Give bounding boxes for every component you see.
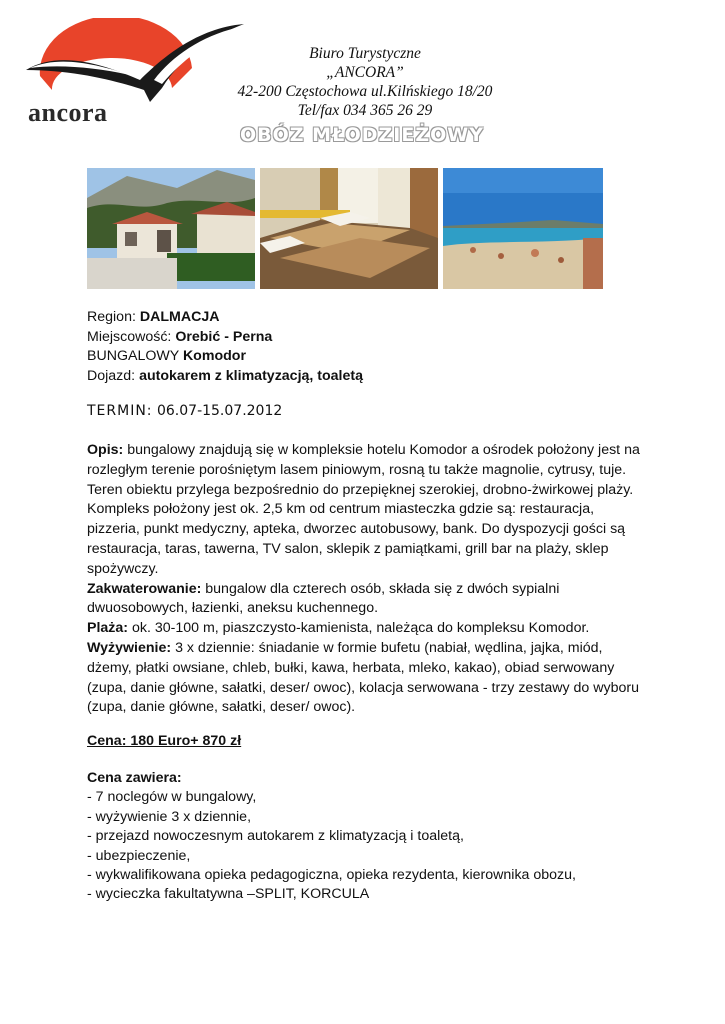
agency-phone: Tel/fax 034 365 26 29 (297, 102, 433, 119)
opis-label: Opis: (87, 442, 124, 458)
dates-label: TERMIN: (87, 403, 153, 419)
camp-title: OBÓZ MŁODZIEŻOWY (240, 124, 484, 146)
description (87, 441, 647, 718)
accommodation-text: bungalow dla czterech osób, składa się z dwóch sypialni dwuosobowych, łazienki, aneksu kuchennego. (87, 580, 560, 617)
list-item: - wycieczka fakultatywna –SPLIT, KORCULA (87, 886, 370, 903)
price-includes (87, 769, 647, 905)
agency-address: 42-200 Częstochowa ul.Kilńskiego 18/20 (237, 83, 493, 100)
dates-value: 06.07-15.07.2012 (156, 403, 283, 419)
trip-dates (87, 403, 282, 419)
region-label: Region: (87, 309, 136, 325)
trip-info (87, 308, 647, 386)
town-value: Orebić - Perna (175, 328, 273, 345)
opis-text: bungalowy znajdują się w kompleksie hotelu Komodor a ośrodek położony jest na rozległym terenie porośniętym lasem piniowym, rosną tu także magnolie, cytrusy, tuje. Teren obiektu przylega bezpośrednio do przepięknej szerokiej, drobno-żwirkowej plaży. Kompleks położony jest ok. 2,5 km od centrum miasteczka gdzie są: restauracja, pizzeria, punkt medyczny, apteka, dworzec autobusowy, bank. Do dyspozycji gości są restauracja, taras, tawerna, TV salon, sklepik z pamiątkami, grill bar na plaży, sklep spożywczy. (87, 442, 640, 577)
accommodation-label: Zakwaterowanie: (87, 580, 202, 597)
transport-value: autokarem z klimatyzacją, toaletą (139, 367, 364, 384)
list-item: - wykwalifikowana opieka pedagogiczna, opieka rezydenta, kierownika obozu, (87, 867, 576, 884)
beach-photo (443, 168, 603, 289)
price: Cena: 180 Euro+ 870 zł (87, 733, 242, 749)
includes-title: Cena zawiera: (87, 770, 182, 786)
town-label: Miejscowość: (87, 328, 172, 345)
beach-text: ok. 30-100 m, piaszczysto-kamienista, należąca do kompleksu Komodor. (131, 620, 590, 637)
transport-label: Dojazd: (87, 367, 136, 384)
agency-header (215, 44, 515, 120)
accommodation-paragraph (87, 580, 647, 620)
bungalow-label: BUNGALOWY (87, 348, 179, 364)
agency-line-1: Biuro Turystyczne (309, 45, 421, 62)
region-value: DALMACJA (139, 309, 220, 325)
region-line (87, 308, 647, 328)
logo-text: ancora (28, 98, 108, 127)
ancora-logo (22, 18, 247, 126)
meals-text: 3 x dziennie: śniadanie w formie bufetu (nabiał, wędlina, jajka, miód, dżemy, płatki owsiane, chleb, bułki, kawa, herbata, mleko, kakao), obiad serwowany (zupa, danie główne, sałatki, deser/ owoc), kolacja serwowana - trzy zestawy do wyboru (zupa, danie główne, sałatki, deser/ owoc). (87, 639, 639, 716)
beach-paragraph (87, 619, 647, 639)
list-item: - wyżywienie 3 x dziennie, (87, 808, 252, 825)
list-item: - ubezpieczenie, (87, 847, 191, 864)
list-item: - przejazd nowoczesnym autokarem z klimatyzacją i toaletą, (87, 828, 464, 845)
list-item: - 7 noclegów w bungalowy, (87, 789, 257, 806)
beach-label: Plaża: (87, 620, 129, 637)
bedroom-photo (260, 168, 438, 289)
town-line (87, 328, 647, 348)
bungalow-line (87, 347, 647, 367)
meals-label: Wyżywienie: (87, 639, 172, 656)
opis-paragraph (87, 441, 647, 580)
transport-line (87, 367, 647, 387)
bungalow-photo (87, 168, 255, 289)
bungalow-value: Komodor (182, 348, 246, 364)
agency-name: „ANCORA” (326, 64, 404, 81)
meals-paragraph (87, 639, 647, 718)
